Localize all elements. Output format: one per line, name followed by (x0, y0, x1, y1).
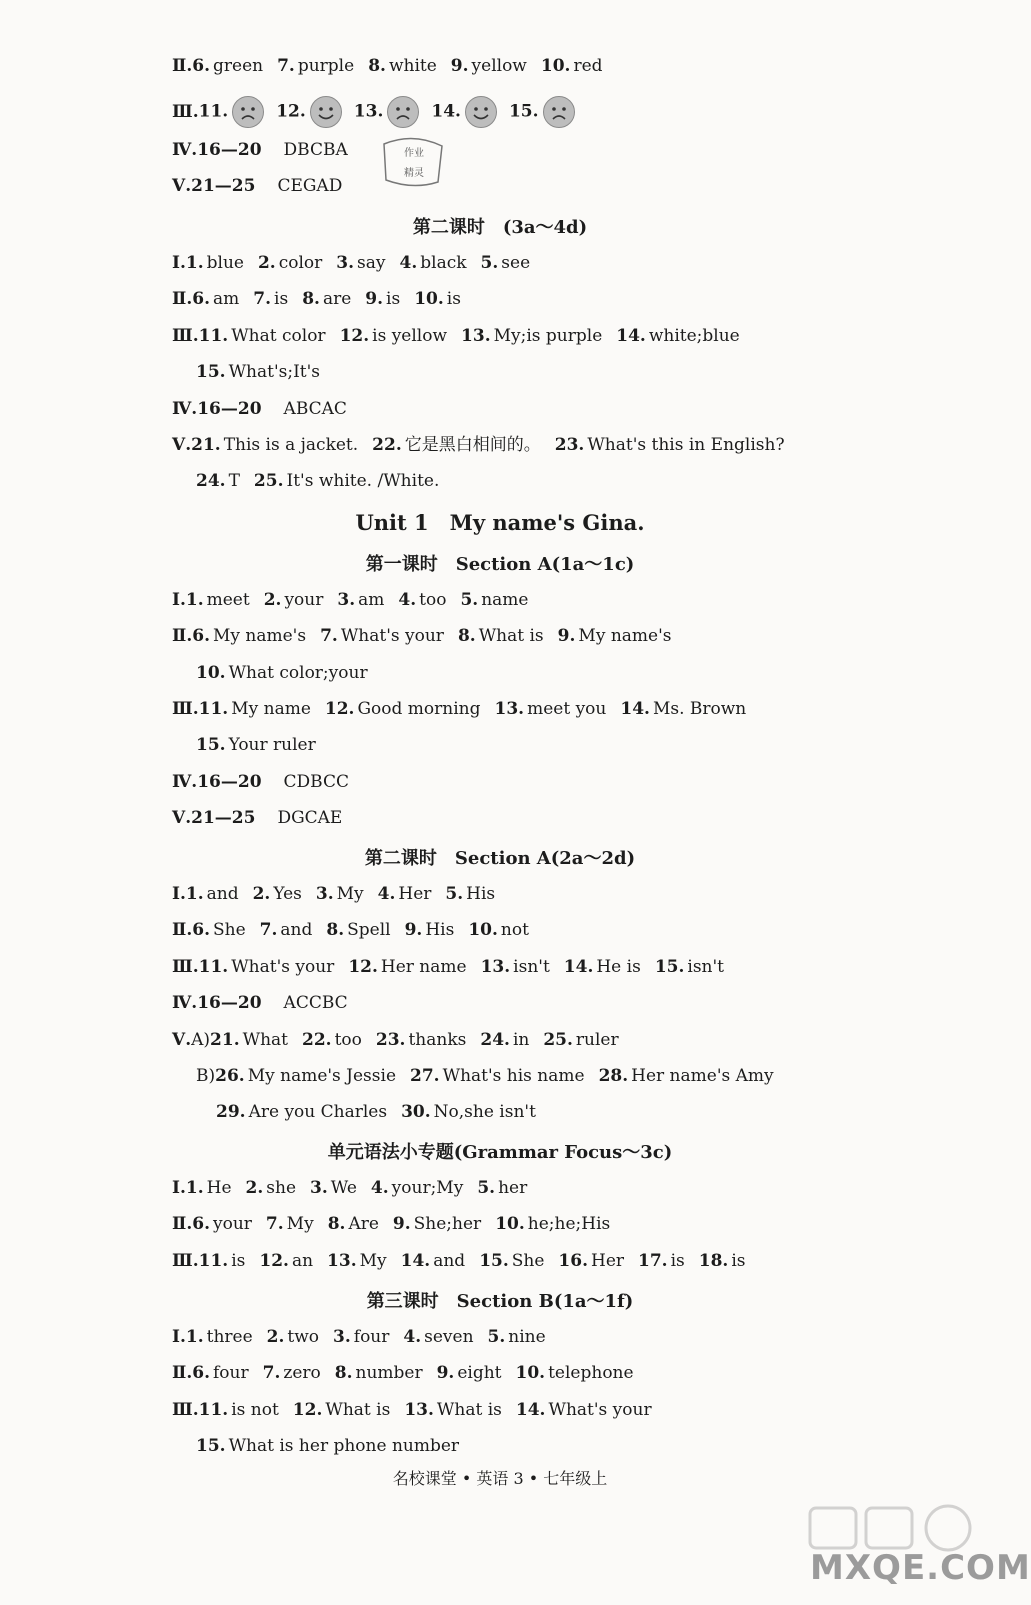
row-b1-2 (172, 54, 617, 78)
answer-text: thanks (408, 1030, 467, 1050)
unit-title: Unit 1 My name's Gina. (355, 510, 645, 535)
answer-text: color (278, 253, 323, 273)
answer-text: What is (478, 626, 544, 646)
answer-text: he;he;His (527, 1214, 611, 1234)
item-number: 27. (410, 1066, 440, 1086)
roman-numeral: Ⅱ. (172, 626, 193, 646)
row-b1-3-faces (172, 96, 587, 128)
answer-text: zero (283, 1363, 321, 1383)
answer-text: eight (457, 1363, 502, 1383)
answer-text: and (433, 1251, 466, 1271)
item-number: 28. (598, 1066, 629, 1086)
answer-text: see (501, 253, 531, 273)
roman-numeral: Ⅲ. (172, 699, 199, 719)
answer-text: My (359, 1251, 387, 1271)
item-number: 12. (259, 1251, 289, 1271)
sad-face-icon (543, 96, 575, 128)
roman-numeral: Ⅱ. (172, 920, 193, 940)
answer-text: His (466, 884, 496, 904)
roman-numeral: Ⅲ. (172, 101, 199, 122)
item-number: 11. (198, 326, 229, 346)
answer-letters: CDBCC (283, 772, 350, 792)
answer-text: Spell (347, 920, 391, 940)
item-range: 21—25 (191, 176, 256, 196)
row-b6-1 (172, 1325, 560, 1349)
item-number: 9. (392, 1214, 411, 1234)
item-number: 14. (400, 1251, 431, 1271)
item-number: 11. (198, 1251, 229, 1271)
answer-text: seven (424, 1327, 474, 1347)
item-number: 12. (324, 699, 355, 719)
item-number: 3. (336, 253, 355, 273)
answer-text: Good morning (357, 699, 481, 719)
item-number: 24. (480, 1030, 510, 1050)
answer-text: am (358, 590, 385, 610)
item-number: 1. (185, 253, 204, 273)
item-number: 17. (638, 1251, 668, 1271)
answer-text: My name's (578, 626, 672, 646)
item-number: 8. (334, 1363, 353, 1383)
answer-text: her (498, 1178, 528, 1198)
answer-text: not (500, 920, 529, 940)
row-b4-4 (172, 991, 348, 1015)
roman-numeral: Ⅱ. (172, 1214, 193, 1234)
item-number: 9. (365, 289, 384, 309)
row-b5-1 (172, 1176, 541, 1200)
row-b3-3b (196, 733, 330, 757)
item-number: 4. (399, 253, 418, 273)
answer-text: is (731, 1251, 746, 1271)
item-range: 16—20 (197, 772, 262, 792)
item-number: 7. (265, 1214, 284, 1234)
item-number: 13. (404, 1400, 434, 1420)
answer-text: She (213, 920, 246, 940)
item-number: 2. (266, 1327, 285, 1347)
roman-numeral: Ⅳ. (172, 772, 198, 792)
item-number: 1. (185, 1327, 204, 1347)
item-number: 6. (192, 1214, 210, 1234)
item-number: 6. (192, 1363, 210, 1383)
answer-text: white;blue (648, 326, 740, 346)
answer-text: she (266, 1178, 296, 1198)
item-number: 5. (487, 1327, 506, 1347)
stamp-text-bottom: 精灵 (404, 168, 424, 179)
answer-text: two (287, 1327, 320, 1347)
answer-text: Her (591, 1251, 625, 1271)
roman-numeral: Ⅰ. (172, 1327, 186, 1347)
answer-text: am (213, 289, 240, 309)
section-heading: 第三课时 Section B(1a～1f) (366, 1291, 634, 1312)
roman-numeral: Ⅰ. (172, 590, 186, 610)
answer-text: isn't (513, 957, 550, 977)
item-number: 13. (461, 326, 491, 346)
row-b3-1 (172, 588, 542, 612)
item-number: 5. (445, 884, 464, 904)
item-number: 5. (460, 590, 479, 610)
answer-text: What color;your (228, 663, 368, 683)
item-number: 9. (404, 920, 423, 940)
happy-face-icon (310, 96, 342, 128)
section-heading: 第一课时 Section A(1a～1c) (365, 554, 635, 575)
watermark-text: MXQE.COM (810, 1548, 1031, 1588)
roman-numeral: Ⅱ. (172, 289, 193, 309)
answer-text: He is (596, 957, 641, 977)
item-number: 15. (479, 1251, 509, 1271)
item-number: 1. (185, 884, 204, 904)
answer-text: yellow (471, 56, 527, 76)
answer-text: number (355, 1363, 423, 1383)
item-number: 7. (320, 626, 338, 646)
item-number: 15. (196, 735, 226, 755)
answer-text: nine (508, 1327, 546, 1347)
answer-text: four (213, 1363, 249, 1383)
answer-text: meet (206, 590, 250, 610)
row-b3-4 (172, 770, 349, 794)
answer-text: your (284, 590, 324, 610)
row-b5-3 (172, 1249, 760, 1273)
item-number: 7. (259, 920, 278, 940)
answer-text: No,she isn't (433, 1102, 536, 1122)
item-number: 14. (616, 326, 646, 346)
answer-text: My (286, 1214, 314, 1234)
item-number: 1. (185, 590, 204, 610)
answer-text: your (213, 1214, 252, 1234)
answer-text: We (330, 1178, 357, 1198)
answer-text: This is a jacket. (223, 435, 359, 455)
answer-text: an (291, 1251, 314, 1271)
row-b6-2 (172, 1361, 648, 1385)
answer-text: What's his name (442, 1066, 585, 1086)
section-heading: 第二课时 (3a～4d) (412, 217, 588, 238)
item-number: 13. (494, 699, 525, 719)
answer-text: Are you Charles (248, 1102, 388, 1122)
answer-text: four (353, 1327, 390, 1347)
answer-text: in (512, 1030, 530, 1050)
sad-face-icon (387, 96, 419, 128)
answer-text: say (357, 253, 386, 273)
item-number: 11. (198, 101, 229, 122)
answer-text: too (419, 590, 447, 610)
answer-text: black (420, 253, 467, 273)
row-b4-2 (172, 918, 543, 942)
item-number: 4. (403, 1327, 422, 1347)
part-prefix: B) (196, 1066, 216, 1086)
roman-numeral: Ⅲ. (172, 1251, 199, 1271)
answer-text: your;My (391, 1178, 464, 1198)
answer-letters: ABCAC (283, 399, 347, 419)
item-number: 4. (398, 590, 417, 610)
roman-numeral: Ⅳ. (172, 993, 198, 1013)
answer-letters: ACCBC (283, 993, 348, 1013)
answer-text: isn't (687, 957, 725, 977)
roman-numeral: Ⅰ. (172, 253, 186, 273)
row-b2-2 (172, 287, 475, 311)
item-number: 5. (480, 253, 499, 273)
item-number: 13. (480, 957, 511, 977)
item-number: 15. (508, 101, 539, 122)
stamp-logo (378, 134, 448, 188)
roman-numeral: Ⅳ. (172, 399, 198, 419)
answer-text: is (274, 289, 289, 309)
answer-text: is (386, 289, 401, 309)
roman-numeral: Ⅱ. (172, 56, 193, 76)
answer-text: Her (398, 884, 432, 904)
answer-text: is (670, 1251, 685, 1271)
row-b1-4 (172, 138, 348, 162)
section-heading: 第二课时 Section A(2a～2d) (364, 848, 636, 869)
item-number: 11. (198, 1400, 229, 1420)
answer-text: What is (436, 1400, 502, 1420)
answer-text: 它是黑白相间的。 (404, 435, 541, 455)
answer-text: is (446, 289, 461, 309)
item-number: 6. (192, 626, 210, 646)
roman-numeral: Ⅰ. (172, 884, 186, 904)
row-b2-3b (196, 360, 334, 384)
part-prefix: A) (191, 1030, 211, 1050)
answer-text: Her name's Amy (631, 1066, 774, 1086)
happy-face-icon (465, 96, 497, 128)
answer-text: She (511, 1251, 545, 1271)
row-b3-2 (172, 624, 685, 648)
item-number: 2. (257, 253, 276, 273)
item-number: 1. (185, 1178, 204, 1198)
roman-numeral: Ⅴ. (172, 808, 192, 828)
roman-numeral: Ⅱ. (172, 1363, 193, 1383)
item-number: 14. (563, 957, 594, 977)
row-b6-3 (172, 1398, 666, 1422)
item-number: 2. (245, 1178, 264, 1198)
answer-text: three (206, 1327, 253, 1347)
item-number: 10. (540, 56, 571, 76)
answer-text: Your ruler (228, 735, 316, 755)
item-number: 8. (368, 56, 386, 76)
item-number: 7. (277, 56, 295, 76)
answer-text: white (388, 56, 437, 76)
item-number: 10. (468, 920, 498, 940)
item-number: 4. (377, 884, 396, 904)
answer-text: green (213, 56, 264, 76)
row-b2-5 (172, 433, 799, 457)
answer-text: too (334, 1030, 362, 1050)
item-number: 8. (327, 1214, 346, 1234)
roman-numeral: Ⅲ. (172, 957, 199, 977)
item-number: 2. (252, 884, 271, 904)
roman-numeral: Ⅰ. (172, 1178, 186, 1198)
item-number: 6. (192, 920, 210, 940)
row-b3-3 (172, 697, 760, 721)
answer-text: telephone (548, 1363, 634, 1383)
item-number: 13. (327, 1251, 357, 1271)
row-b2-3 (172, 324, 754, 348)
row-b4-3 (172, 955, 738, 979)
row-b3-2b (196, 661, 382, 685)
row-b5-2 (172, 1212, 624, 1236)
row-b6-3b (196, 1434, 473, 1458)
item-number: 11. (198, 699, 229, 719)
row-b4-5b (196, 1064, 788, 1088)
item-number: 9. (450, 56, 469, 76)
row-b4-5 (172, 1028, 633, 1052)
answer-text: is yellow (372, 326, 448, 346)
answer-text: and (206, 884, 239, 904)
answer-text: What's;It's (228, 362, 321, 382)
answer-letters: CEGAD (277, 176, 343, 196)
item-number: 7. (262, 1363, 281, 1383)
answer-text: Her name (380, 957, 467, 977)
item-number: 12. (276, 101, 306, 122)
roman-numeral: Ⅴ. (172, 1030, 192, 1050)
row-b2-1 (172, 251, 544, 275)
item-number: 3. (315, 884, 334, 904)
item-number: 3. (337, 590, 356, 610)
item-number: 23. (554, 435, 585, 455)
item-number: 22. (372, 435, 402, 455)
row-b1-5 (172, 174, 342, 198)
item-number: 22. (302, 1030, 332, 1050)
answer-text: It's white. /White. (286, 471, 440, 491)
item-number: 9. (436, 1363, 455, 1383)
item-number: 7. (253, 289, 272, 309)
answer-text: is (231, 1251, 246, 1271)
answer-text: My name (231, 699, 311, 719)
item-number: 2. (263, 590, 282, 610)
item-number: 10. (196, 663, 226, 683)
answer-text: He (206, 1178, 232, 1198)
item-number: 16. (558, 1251, 588, 1271)
answer-text: meet you (527, 699, 607, 719)
sad-face-icon (232, 96, 264, 128)
answer-text: Are (348, 1214, 379, 1234)
roman-numeral: Ⅳ. (172, 140, 198, 160)
item-number: 6. (192, 289, 210, 309)
item-number: 5. (477, 1178, 496, 1198)
answer-text: What's your (231, 957, 335, 977)
answer-text: My name's Jessie (247, 1066, 397, 1086)
item-number: 3. (310, 1178, 328, 1198)
item-number: 3. (333, 1327, 351, 1347)
row-b4-1 (172, 882, 509, 906)
answer-text: T (228, 471, 240, 491)
item-number: 10. (515, 1363, 546, 1383)
row-b2-5b (196, 469, 453, 493)
answer-text: What is her phone number (228, 1436, 460, 1456)
row-b2-4 (172, 397, 347, 421)
answer-text: What's this in English? (587, 435, 785, 455)
answer-text: ruler (575, 1030, 619, 1050)
answer-text: name (481, 590, 529, 610)
answer-text: Yes (273, 884, 302, 904)
item-number: 10. (414, 289, 444, 309)
answer-text: What (242, 1030, 288, 1050)
item-number: 8. (326, 920, 345, 940)
item-number: 8. (457, 626, 476, 646)
answer-text: is not (231, 1400, 279, 1420)
page-footer: 名校课堂 • 英语 3 • 七年级上 (392, 1469, 608, 1488)
answer-text: My;is purple (493, 326, 603, 346)
item-range: 16—20 (197, 399, 262, 419)
item-number: 23. (375, 1030, 406, 1050)
item-number: 8. (302, 289, 320, 309)
answer-text: blue (206, 253, 244, 273)
roman-numeral: Ⅴ. (172, 176, 192, 196)
item-number: 12. (339, 326, 370, 346)
item-number: 26. (215, 1066, 245, 1086)
item-number: 15. (196, 1436, 226, 1456)
item-number: 4. (370, 1178, 389, 1198)
roman-numeral: Ⅲ. (172, 326, 199, 346)
answer-text: are (322, 289, 352, 309)
item-number: 14. (431, 101, 461, 122)
item-number: 25. (253, 471, 284, 491)
row-b3-5 (172, 806, 342, 830)
item-number: 15. (654, 957, 685, 977)
answer-text: His (425, 920, 455, 940)
item-range: 16—20 (197, 993, 262, 1013)
row-b4-5c (216, 1100, 550, 1124)
item-number: 30. (401, 1102, 431, 1122)
item-number: 14. (515, 1400, 546, 1420)
item-number: 21. (191, 435, 221, 455)
answer-text: and (280, 920, 313, 940)
answer-letters: DBCBA (283, 140, 348, 160)
item-number: 13. (353, 101, 384, 122)
item-number: 15. (196, 362, 226, 382)
item-number: 9. (557, 626, 576, 646)
answer-text: My name's (213, 626, 307, 646)
answer-text: What's your (340, 626, 444, 646)
stamp-text-top: 作业 (404, 148, 424, 159)
item-number: 10. (495, 1214, 525, 1234)
roman-numeral: Ⅲ. (172, 1400, 199, 1420)
answer-text: She;her (413, 1214, 482, 1234)
answer-text: My (336, 884, 364, 904)
answer-text: What's your (548, 1400, 652, 1420)
answer-text: What is (325, 1400, 391, 1420)
answer-text: purple (297, 56, 355, 76)
item-number: 12. (292, 1400, 323, 1420)
item-number: 25. (543, 1030, 573, 1050)
item-number: 12. (348, 957, 378, 977)
roman-numeral: Ⅴ. (172, 435, 192, 455)
item-number: 21. (210, 1030, 240, 1050)
answer-text: What color (231, 326, 326, 346)
section-heading: 单元语法小专题(Grammar Focus～3c) (327, 1142, 673, 1163)
item-number: 18. (698, 1251, 729, 1271)
item-number: 29. (216, 1102, 246, 1122)
item-range: 21—25 (191, 808, 256, 828)
item-number: 11. (198, 957, 229, 977)
item-range: 16—20 (197, 140, 262, 160)
answer-text: Ms. Brown (652, 699, 747, 719)
item-number: 14. (620, 699, 650, 719)
answer-text: red (573, 56, 603, 76)
item-number: 6. (192, 56, 210, 76)
item-number: 24. (196, 471, 226, 491)
answer-letters: DGCAE (277, 808, 343, 828)
